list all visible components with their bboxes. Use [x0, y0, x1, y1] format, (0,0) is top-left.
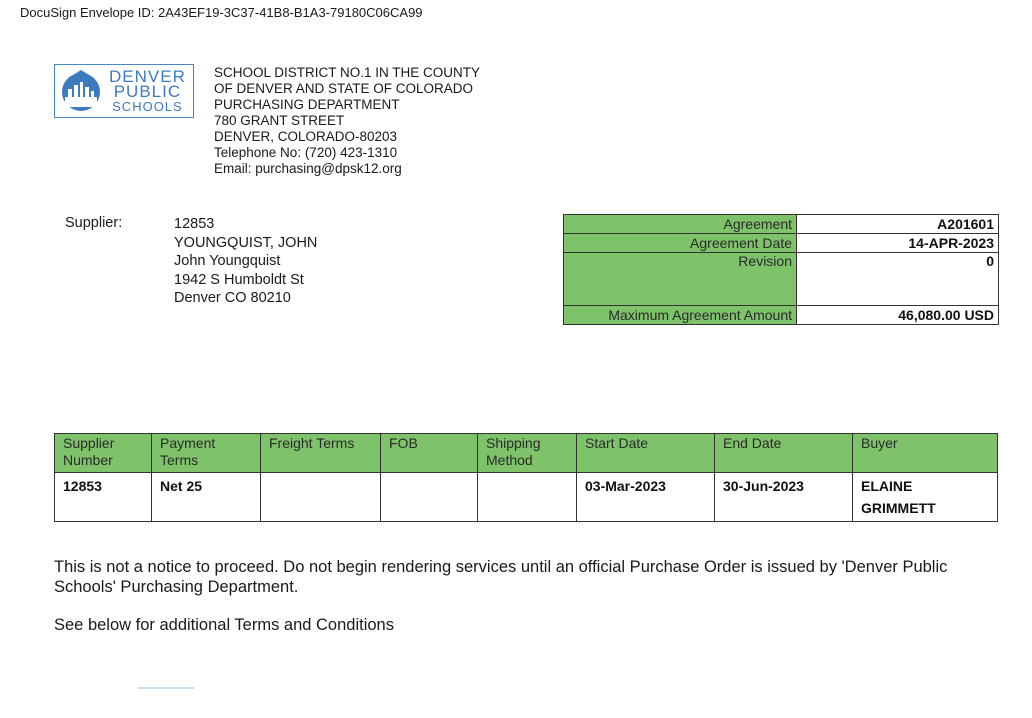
fob-cell	[381, 473, 478, 522]
supplier-line: 12853	[174, 216, 215, 232]
end-date-cell: 30-Jun-2023	[715, 473, 853, 522]
supplier-number-cell: 12853	[55, 473, 152, 522]
district-line: OF DENVER AND STATE OF COLORADO	[214, 81, 474, 96]
logo-wordmark: DENVER PUBLIC SCHOOLS	[109, 66, 186, 114]
agreement-label: Agreement	[564, 215, 797, 234]
col-fob: FOB	[381, 434, 478, 473]
supplier-label: Supplier:	[65, 215, 123, 231]
supplier-line: Denver CO 80210	[174, 290, 291, 307]
district-phone: Telephone No: (720) 423-1310	[214, 145, 398, 160]
district-email[interactable]: Email: purchasing@dpsk12.org	[214, 161, 402, 176]
supplier-line: 1942 S Humboldt St	[174, 271, 304, 288]
agreement-number: A201601	[797, 215, 999, 234]
district-line: SCHOOL DISTRICT NO.1 IN THE COUNTY	[214, 65, 481, 80]
skyline-icon	[59, 65, 105, 117]
notice-text: This is not a notice to proceed. Do not begin rendering services until an official Purchase Order is issued by 'Denver Public Schools' Purchasing Department.	[54, 558, 948, 596]
col-supplier-number: Supplier Number	[55, 434, 152, 473]
district-address	[214, 65, 480, 177]
shipping-method-cell	[478, 473, 577, 522]
freight-terms-cell	[261, 473, 381, 522]
table-row	[55, 473, 998, 522]
start-date-cell: 03-Mar-2023	[577, 473, 715, 522]
supplier-line: John Youngquist	[174, 253, 281, 270]
agreement-date: 14-APR-2023	[797, 234, 999, 253]
district-line: DENVER, COLORADO-80203	[214, 129, 398, 144]
supplier-address	[174, 215, 317, 308]
col-shipping-method: Shipping Method	[478, 434, 577, 473]
see-below-text: See below for additional Terms and Conditions	[54, 616, 394, 634]
dps-logo	[54, 64, 194, 118]
district-line: 780 GRANT STREET	[214, 113, 345, 128]
revision-label: Revision	[564, 253, 797, 306]
max-amount-label: Maximum Agreement Amount	[564, 306, 797, 325]
agreement-summary-table	[563, 214, 999, 325]
supplier-line: YOUNGQUIST, JOHN	[174, 234, 318, 251]
col-freight-terms: Freight Terms	[261, 434, 381, 473]
terms-table	[54, 433, 998, 522]
col-end-date: End Date	[715, 434, 853, 473]
payment-terms-cell: Net 25	[152, 473, 261, 522]
agreement-date-label: Agreement Date	[564, 234, 797, 253]
district-line: PURCHASING DEPARTMENT	[214, 97, 400, 112]
col-payment-terms: Payment Terms	[152, 434, 261, 473]
divider	[138, 687, 194, 689]
revision-value: 0	[797, 253, 999, 306]
max-amount-value: 46,080.00 USD	[797, 306, 999, 325]
buyer-cell: ELAINE GRIMMETT	[853, 473, 998, 522]
terms-header-row	[55, 434, 998, 473]
col-start-date: Start Date	[577, 434, 715, 473]
col-buyer: Buyer	[853, 434, 998, 473]
docusign-envelope-id: DocuSign Envelope ID: 2A43EF19-3C37-41B8-B1A3-79180C06CA99	[20, 5, 423, 20]
